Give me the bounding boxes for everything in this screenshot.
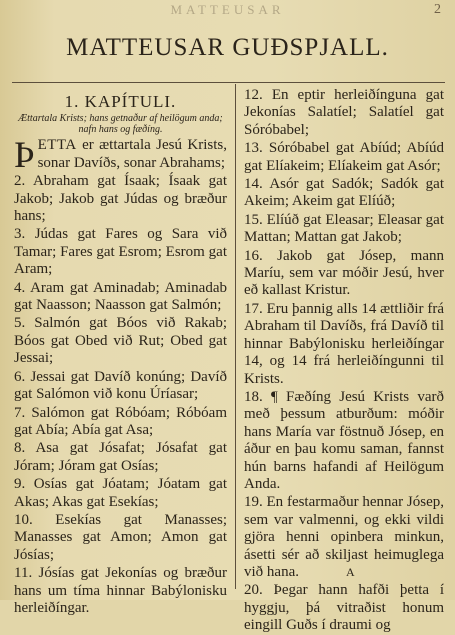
verse-16: 16. Jakob gat Jósep, mann Maríu, sem var móðir Jesú, hver eð kallast Kristur. <box>244 247 444 299</box>
verse-7: 7. Salómon gat Róbóam; Róbóam gat Abía; Abía gat Asa; <box>14 404 227 438</box>
left-column <box>14 87 227 617</box>
chapter-heading: 1. KAPÍTULI. <box>64 92 177 111</box>
verse-5: 5. Salmón gat Bóos við Rakab; Bóos gat Obed við Rut; Obed gat Jessai; <box>14 315 227 367</box>
verse-4: 4. Aram gat Aminadab; Aminadab gat Naasson; Naasson gat Salmón; <box>14 279 227 314</box>
verse-19: 19. En festarmaður hennar Jósep, sem var valmenni, og ekki vildi gjöra henni opinbera minkun, ásetti sér að skiljast heimuglega við hana. <box>244 494 444 580</box>
verse-2: 2. Abraham gat Ísaak; Ísaak gat Jakob; Jakob gat Júdas og bræður hans; <box>14 173 227 225</box>
column-divider <box>235 84 236 589</box>
running-head: MATTEUSAR <box>170 2 285 17</box>
book-title: MATTEUSAR GUÐSPJALL. <box>66 34 389 61</box>
title-rule <box>12 82 445 83</box>
verse-12: 12. En eptir herleiðínguna gat Jekonías Salatíel; Salatíel gat Sóróbabel; <box>244 87 444 138</box>
opening-text: er ættartala Jesú Krists, sonar Davíðs, sonar Abrahams; <box>37 137 227 171</box>
verse-14: 14. Asór gat Sadók; Sadók gat Akeim; Akeim gat Elíúð; <box>244 176 444 210</box>
verse-3: 3. Júdas gat Fares og Sara við Tamar; Fares gat Esrom; Esrom gat Aram; <box>14 226 227 278</box>
verse-15: 15. Elíúð gat Eleasar; Eleasar gat Mattan; Mattan gat Jakob; <box>244 211 444 246</box>
drop-cap: Þ <box>14 135 35 177</box>
verse-9: 9. Osías gat Jóatam; Jóatam gat Akas; Akas gat Esekías; <box>14 476 227 510</box>
chapter-summary: Ættartala Krists; hans getnaður af heilögum anda; nafn hans og fæðíng. <box>18 113 223 136</box>
verse-20: 20. Þegar hann hafði þetta í hyggju, þá vitraðist honum eingill Guðs í draumi og <box>244 582 444 634</box>
verse-8: 8. Asa gat Jósafat; Jósafat gat Jóram; Jóram gat Osías; <box>14 440 227 474</box>
opening-word: ETTA <box>37 137 77 154</box>
verse-18: 18. ¶ Fæðíng Jesú Krists varð með þessum atburðum: móðir hans María var föstnuð Jósep, en áður en þau komu saman, fannst hún barns hafandi af Heilögum Anda. <box>244 388 444 492</box>
verse-11: 11. Jósías gat Jekonías og bræður hans um tíma hinnar Babýlonisku herleiðíngar. <box>14 565 227 616</box>
page-number: 2 <box>434 2 441 17</box>
verse-10: 10. Esekías gat Manasses; Manasses gat Amon; Amon gat Jósías; <box>14 511 227 563</box>
right-column <box>244 87 444 635</box>
verse-1 <box>14 135 227 177</box>
verse-6: 6. Jessai gat Davíð konúng; Davíð gat Salómon við konu Úríasar; <box>14 368 227 403</box>
signature-mark: A <box>346 565 355 579</box>
verse-13: 13. Sóróbabel gat Abíúd; Abíúd gat Elíakeim; Elíakeim gat Asór; <box>244 140 444 174</box>
verse-17: 17. Eru þannig alls 14 ættliðir frá Abraham til Davíðs, frá Davíð til hinnar Babýlonisku herleiðíngar 14, og 14 frá herleiðíngunni til Krists. <box>244 300 444 387</box>
